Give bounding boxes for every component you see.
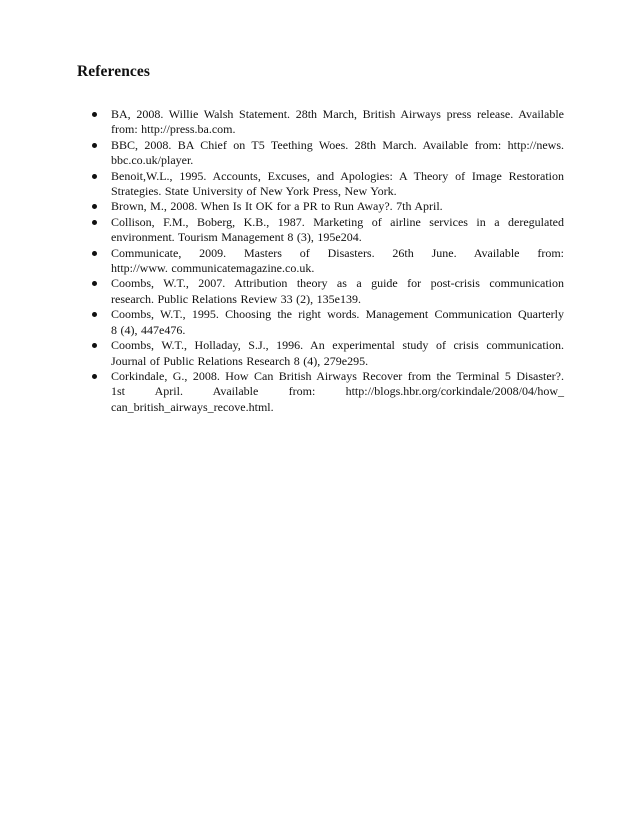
reference-line: Brown, M., 2008. When Is It OK for a PR to Run Away?. 7th April.: [111, 199, 443, 214]
bullet-icon: [92, 112, 97, 117]
reference-item: [88, 246, 564, 277]
references-heading: References: [77, 63, 151, 80]
bullet-icon: [92, 281, 97, 286]
reference-line: BBC, 2008. BA Chief on T5 Teething Woes. 28th March. Available from: http://news.: [111, 137, 564, 152]
reference-item: [88, 215, 564, 246]
reference-line: Communicate, 2009. Masters of Disasters. 26th June. Available from:: [111, 245, 564, 260]
reference-item: [88, 138, 564, 169]
reference-line: 1st April. Available from: http://blogs.hbr.org/corkindale/2008/04/how_: [111, 384, 564, 399]
reference-line: Coombs, W.T., 2007. Attribution theory as a guide for post-crisis communication: [111, 276, 564, 291]
reference-line: BA, 2008. Willie Walsh Statement. 28th March, British Airways press release. Available: [111, 107, 564, 121]
reference-line: Coombs, W.T., Holladay, S.J., 1996. An experimental study of crisis communication.: [111, 338, 564, 353]
bullet-icon: [92, 204, 97, 209]
reference-line: Journal of Public Relations Research 8 (4), 279e295.: [111, 353, 369, 368]
bullet-icon: [92, 251, 97, 256]
reference-item: [88, 369, 564, 415]
bullet-icon: [92, 174, 97, 179]
reference-item: [88, 276, 564, 307]
bullet-icon: [92, 143, 97, 148]
bullet-icon: [92, 220, 97, 225]
reference-item: [88, 107, 564, 138]
reference-line: research. Public Relations Review 33 (2), 135e139.: [111, 291, 361, 306]
reference-line: Benoit,W.L., 1995. Accounts, Excuses, and Apologies: A Theory of Image Restoration: [111, 168, 564, 183]
reference-item: [88, 338, 564, 369]
reference-line: bbc.co.uk/player.: [111, 153, 194, 168]
bullet-icon: [92, 312, 97, 317]
reference-line: Corkindale, G., 2008. How Can British Airways Recover from the Terminal 5 Disaster?.: [111, 368, 564, 383]
bullet-icon: [92, 343, 97, 348]
reference-line: Strategies. State University of New York Press, New York.: [111, 184, 397, 199]
reference-line: Coombs, W.T., 1995. Choosing the right words. Management Communication Quarterly: [111, 307, 564, 322]
bullet-icon: [92, 374, 97, 379]
reference-line: http://www. communicatemagazine.co.uk.: [111, 261, 315, 276]
reference-line: from: http://press.ba.com.: [111, 122, 236, 137]
reference-item: [88, 169, 564, 200]
reference-item: [88, 307, 564, 338]
reference-line: environment. Tourism Management 8 (3), 195e204.: [111, 230, 362, 245]
reference-line: Collison, F.M., Boberg, K.B., 1987. Marketing of airline services in a deregulated: [111, 214, 564, 229]
reference-list: [88, 107, 564, 415]
reference-item: [88, 199, 564, 214]
reference-line: can_british_airways_recove.html.: [111, 399, 274, 414]
reference-line: 8 (4), 447e476.: [111, 322, 186, 337]
